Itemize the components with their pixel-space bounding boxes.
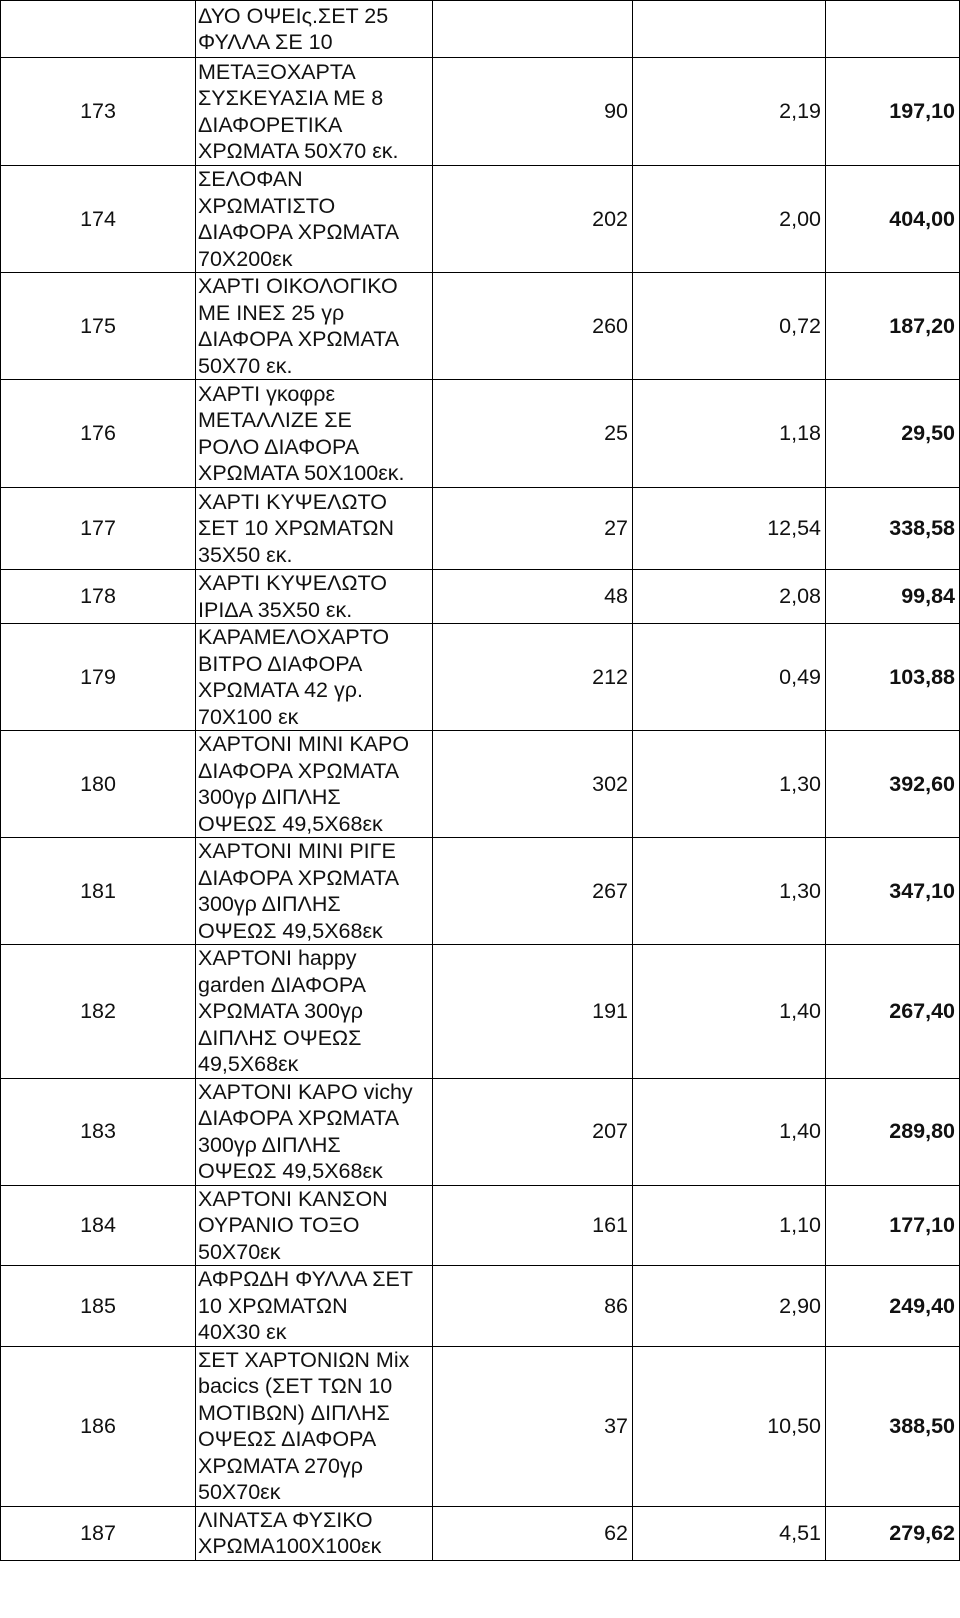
item-number bbox=[1, 1, 196, 58]
table-row bbox=[1, 838, 960, 945]
item-number: 174 bbox=[1, 166, 196, 273]
item-unit-price: 1,40 bbox=[633, 1078, 826, 1185]
table-row bbox=[1, 488, 960, 570]
table-row bbox=[1, 731, 960, 838]
item-number: 179 bbox=[1, 624, 196, 731]
item-unit-price: 1,18 bbox=[633, 380, 826, 488]
items-table-body bbox=[1, 1, 960, 1561]
item-number: 181 bbox=[1, 838, 196, 945]
item-quantity: 202 bbox=[433, 166, 633, 273]
item-unit-price: 0,49 bbox=[633, 624, 826, 731]
item-description: ΑΦΡΩΔΗ ΦΥΛΛΑ ΣΕΤ 10 ΧΡΩΜΑΤΩΝ 40Χ30 εκ bbox=[196, 1266, 433, 1347]
item-total: 267,40 bbox=[826, 945, 960, 1079]
item-quantity: 302 bbox=[433, 731, 633, 838]
item-number: 186 bbox=[1, 1346, 196, 1506]
item-number: 184 bbox=[1, 1185, 196, 1266]
item-number: 187 bbox=[1, 1506, 196, 1560]
item-quantity: 62 bbox=[433, 1506, 633, 1560]
item-quantity: 207 bbox=[433, 1078, 633, 1185]
item-number: 180 bbox=[1, 731, 196, 838]
item-description: ΣΕΤ ΧΑΡΤΟΝΙΩΝ Mix bacics (ΣΕΤ ΤΩΝ 10 ΜΟΤΙΒΩΝ) ΔΙΠΛΗΣ ΟΨΕΩΣ ΔΙΑΦΟΡΑ ΧΡΩΜΑΤΑ 270γρ 50Χ70εκ bbox=[196, 1346, 433, 1506]
item-unit-price: 0,72 bbox=[633, 273, 826, 380]
item-total: 392,60 bbox=[826, 731, 960, 838]
item-description: ΧΑΡΤΟΝΙ ΚΑΡΟ vichy ΔΙΑΦΟΡΑ ΧΡΩΜΑΤΑ 300γρ ΔΙΠΛΗΣ ΟΨΕΩΣ 49,5Χ68εκ bbox=[196, 1078, 433, 1185]
item-unit-price: 2,90 bbox=[633, 1266, 826, 1347]
item-quantity: 161 bbox=[433, 1185, 633, 1266]
item-number: 177 bbox=[1, 488, 196, 570]
item-unit-price: 12,54 bbox=[633, 488, 826, 570]
item-total: 347,10 bbox=[826, 838, 960, 945]
item-total: 404,00 bbox=[826, 166, 960, 273]
item-total: 99,84 bbox=[826, 570, 960, 624]
item-description: ΧΑΡΤΙ ΟΙΚΟΛΟΓΙΚΟ ΜΕ ΙΝΕΣ 25 γρ ΔΙΑΦΟΡΑ ΧΡΩΜΑΤΑ 50Χ70 εκ. bbox=[196, 273, 433, 380]
item-quantity: 48 bbox=[433, 570, 633, 624]
table-row bbox=[1, 624, 960, 731]
table-row bbox=[1, 273, 960, 380]
item-total: 187,20 bbox=[826, 273, 960, 380]
item-description: ΜΕΤΑΞΟΧΑΡΤΑ ΣΥΣΚΕΥΑΣΙΑ ΜΕ 8 ΔΙΑΦΟΡΕΤΙΚΑ ΧΡΩΜΑΤΑ 50Χ70 εκ. bbox=[196, 58, 433, 166]
item-description: ΚΑΡΑΜΕΛΟΧΑΡΤΟ ΒΙΤΡΟ ΔΙΑΦΟΡΑ ΧΡΩΜΑΤΑ 42 γρ. 70Χ100 εκ bbox=[196, 624, 433, 731]
table-row bbox=[1, 380, 960, 488]
item-quantity: 191 bbox=[433, 945, 633, 1079]
table-row bbox=[1, 1185, 960, 1266]
table-row bbox=[1, 1, 960, 58]
item-total: 388,50 bbox=[826, 1346, 960, 1506]
item-unit-price: 4,51 bbox=[633, 1506, 826, 1560]
table-row bbox=[1, 945, 960, 1079]
item-description: ΔΥΟ ΟΨΕΙς.ΣΕΤ 25 ΦΥΛΛΑ ΣΕ 10 bbox=[196, 1, 433, 58]
item-unit-price: 2,00 bbox=[633, 166, 826, 273]
item-number: 185 bbox=[1, 1266, 196, 1347]
table-row bbox=[1, 58, 960, 166]
table-row bbox=[1, 1078, 960, 1185]
item-quantity: 25 bbox=[433, 380, 633, 488]
table-row bbox=[1, 1506, 960, 1560]
item-number: 176 bbox=[1, 380, 196, 488]
item-total: 279,62 bbox=[826, 1506, 960, 1560]
item-total: 197,10 bbox=[826, 58, 960, 166]
item-total: 177,10 bbox=[826, 1185, 960, 1266]
item-unit-price: 1,40 bbox=[633, 945, 826, 1079]
table-row bbox=[1, 166, 960, 273]
item-total: 29,50 bbox=[826, 380, 960, 488]
item-unit-price: 10,50 bbox=[633, 1346, 826, 1506]
item-number: 183 bbox=[1, 1078, 196, 1185]
item-unit-price: 1,30 bbox=[633, 838, 826, 945]
item-description: ΧΑΡΤΙ ΚΥΨΕΛΩΤΟ ΣΕΤ 10 ΧΡΩΜΑΤΩΝ 35Χ50 εκ. bbox=[196, 488, 433, 570]
item-number: 182 bbox=[1, 945, 196, 1079]
table-row bbox=[1, 570, 960, 624]
item-total: 338,58 bbox=[826, 488, 960, 570]
item-quantity: 90 bbox=[433, 58, 633, 166]
item-description: ΧΑΡΤΟΝΙ ΚΑΝΣΟΝ ΟΥΡΑΝΙΟ ΤΟΞΟ 50Χ70εκ bbox=[196, 1185, 433, 1266]
item-unit-price: 1,30 bbox=[633, 731, 826, 838]
item-quantity bbox=[433, 1, 633, 58]
item-description: ΧΑΡΤΟΝΙ ΜΙΝΙ ΡΙΓΕ ΔΙΑΦΟΡΑ ΧΡΩΜΑΤΑ 300γρ ΔΙΠΛΗΣ ΟΨΕΩΣ 49,5Χ68εκ bbox=[196, 838, 433, 945]
item-quantity: 212 bbox=[433, 624, 633, 731]
item-description: ΧΑΡΤΟΝΙ happy garden ΔΙΑΦΟΡΑ ΧΡΩΜΑΤΑ 300γρ ΔΙΠΛΗΣ ΟΨΕΩΣ 49,5Χ68εκ bbox=[196, 945, 433, 1079]
item-number: 175 bbox=[1, 273, 196, 380]
item-total: 103,88 bbox=[826, 624, 960, 731]
table-row bbox=[1, 1266, 960, 1347]
table-row bbox=[1, 1346, 960, 1506]
item-unit-price: 1,10 bbox=[633, 1185, 826, 1266]
item-description: ΛΙΝΑΤΣΑ ΦΥΣΙΚΟ ΧΡΩΜΑ100Χ100εκ bbox=[196, 1506, 433, 1560]
item-unit-price bbox=[633, 1, 826, 58]
item-description: ΧΑΡΤΟΝΙ ΜΙΝΙ ΚΑΡΟ ΔΙΑΦΟΡΑ ΧΡΩΜΑΤΑ 300γρ ΔΙΠΛΗΣ ΟΨΕΩΣ 49,5Χ68εκ bbox=[196, 731, 433, 838]
item-description: ΧΑΡΤΙ γκοφρε ΜΕΤΑΛΛΙΖΕ ΣΕ ΡΟΛΟ ΔΙΑΦΟΡΑ ΧΡΩΜΑΤΑ 50Χ100εκ. bbox=[196, 380, 433, 488]
item-unit-price: 2,19 bbox=[633, 58, 826, 166]
item-quantity: 27 bbox=[433, 488, 633, 570]
item-unit-price: 2,08 bbox=[633, 570, 826, 624]
item-quantity: 37 bbox=[433, 1346, 633, 1506]
item-description: ΣΕΛΟΦΑΝ ΧΡΩΜΑΤΙΣΤΟ ΔΙΑΦΟΡΑ ΧΡΩΜΑΤΑ 70Χ200εκ bbox=[196, 166, 433, 273]
item-quantity: 267 bbox=[433, 838, 633, 945]
item-number: 178 bbox=[1, 570, 196, 624]
item-total bbox=[826, 1, 960, 58]
item-total: 249,40 bbox=[826, 1266, 960, 1347]
item-number: 173 bbox=[1, 58, 196, 166]
item-quantity: 260 bbox=[433, 273, 633, 380]
item-total: 289,80 bbox=[826, 1078, 960, 1185]
item-quantity: 86 bbox=[433, 1266, 633, 1347]
item-description: ΧΑΡΤΙ ΚΥΨΕΛΩΤΟ ΙΡΙΔΑ 35Χ50 εκ. bbox=[196, 570, 433, 624]
